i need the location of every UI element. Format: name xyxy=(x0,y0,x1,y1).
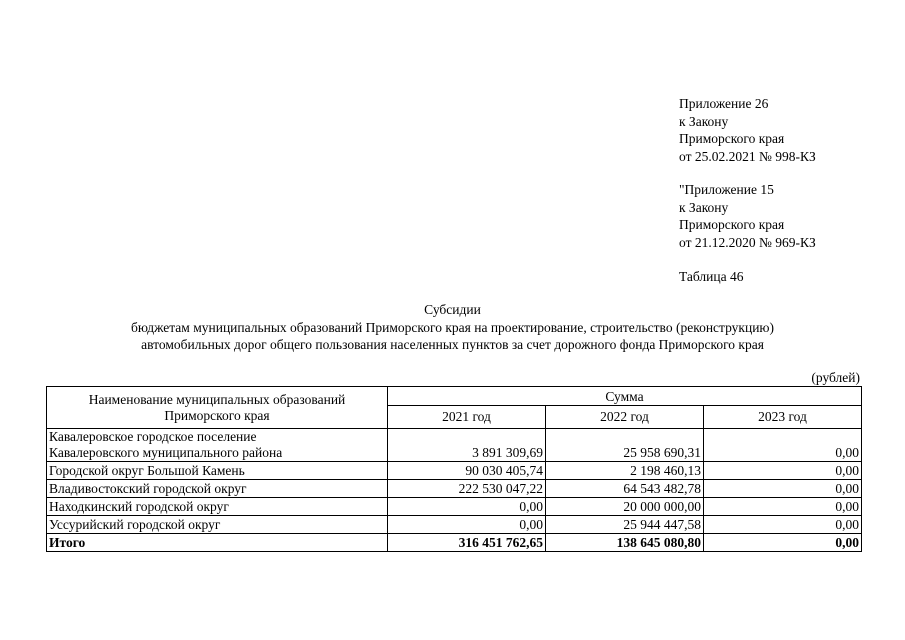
cell-2022: 25 958 690,31 xyxy=(546,429,704,462)
row-name-line-2: Кавалеровского муниципального района xyxy=(49,445,283,460)
appendix-number: Приложение 26 xyxy=(679,96,769,111)
row-name-line-1: Кавалеровское городское поселение xyxy=(49,429,257,444)
cell-2023: 0,00 xyxy=(704,480,862,498)
prior-appendix-law-ref: к Закону xyxy=(679,199,729,215)
appendix-date: от 25.02.2021 № 998-КЗ xyxy=(679,148,816,164)
title-line-1: Субсидии xyxy=(424,302,481,317)
cell-2021: 222 530 047,22 xyxy=(388,480,546,498)
cell-2021: 0,00 xyxy=(388,498,546,516)
appendix-law-ref: к Закону xyxy=(679,113,729,129)
total-2021: 316 451 762,65 xyxy=(388,534,546,552)
year-2023-header: 2023 год xyxy=(704,406,862,429)
title-line-3: автомобильных дорог общего пользования населенных пунктов за счет дорожного фонда Приморского края xyxy=(141,337,764,352)
prior-appendix xyxy=(679,181,889,251)
total-2022: 138 645 080,80 xyxy=(546,534,704,552)
name-column-header xyxy=(47,387,388,429)
cell-2022: 25 944 447,58 xyxy=(546,516,704,534)
name-header-line-2: Приморского края xyxy=(164,407,270,423)
appendix-header xyxy=(679,95,889,286)
year-2022-header: 2022 год xyxy=(546,406,704,429)
prior-appendix-number: "Приложение 15 xyxy=(679,182,774,197)
name-header-line-1: Наименование муниципальных образований xyxy=(88,391,346,407)
row-name: Находкинский городской округ xyxy=(47,498,388,516)
appendix-region: Приморского края xyxy=(679,131,785,146)
cell-2023: 0,00 xyxy=(704,429,862,462)
cell-2022: 2 198 460,13 xyxy=(546,462,704,480)
total-row xyxy=(47,534,862,552)
prior-appendix-region: Приморского края xyxy=(679,217,785,232)
document-title xyxy=(40,301,865,354)
units-label: (рублей) xyxy=(811,370,860,385)
subsidies-table xyxy=(46,386,862,552)
row-name: Городской округ Большой Камень xyxy=(47,462,388,480)
table-row xyxy=(47,429,862,462)
cell-2023: 0,00 xyxy=(704,462,862,480)
row-name: Владивостокский городской округ xyxy=(47,480,388,498)
year-2021-header: 2021 год xyxy=(388,406,546,429)
sum-column-header: Сумма xyxy=(388,387,862,406)
cell-2022: 20 000 000,00 xyxy=(546,498,704,516)
cell-2021: 0,00 xyxy=(388,516,546,534)
table-row xyxy=(47,462,862,480)
row-name: Уссурийский городской округ xyxy=(47,516,388,534)
table-number: Таблица 46 xyxy=(679,269,744,284)
cell-2021: 3 891 309,69 xyxy=(388,429,546,462)
row-name xyxy=(47,429,388,462)
cell-2023: 0,00 xyxy=(704,516,862,534)
cell-2022: 64 543 482,78 xyxy=(546,480,704,498)
cell-2023: 0,00 xyxy=(704,498,862,516)
title-line-2: бюджетам муниципальных образований Приморского края на проектирование, строительство (реконструкцию) xyxy=(130,319,775,335)
cell-2021: 90 030 405,74 xyxy=(388,462,546,480)
total-2023: 0,00 xyxy=(704,534,862,552)
table-row xyxy=(47,480,862,498)
table-row xyxy=(47,498,862,516)
prior-appendix-date: от 21.12.2020 № 969-КЗ xyxy=(679,234,816,250)
table-row xyxy=(47,516,862,534)
total-label: Итого xyxy=(47,534,388,552)
